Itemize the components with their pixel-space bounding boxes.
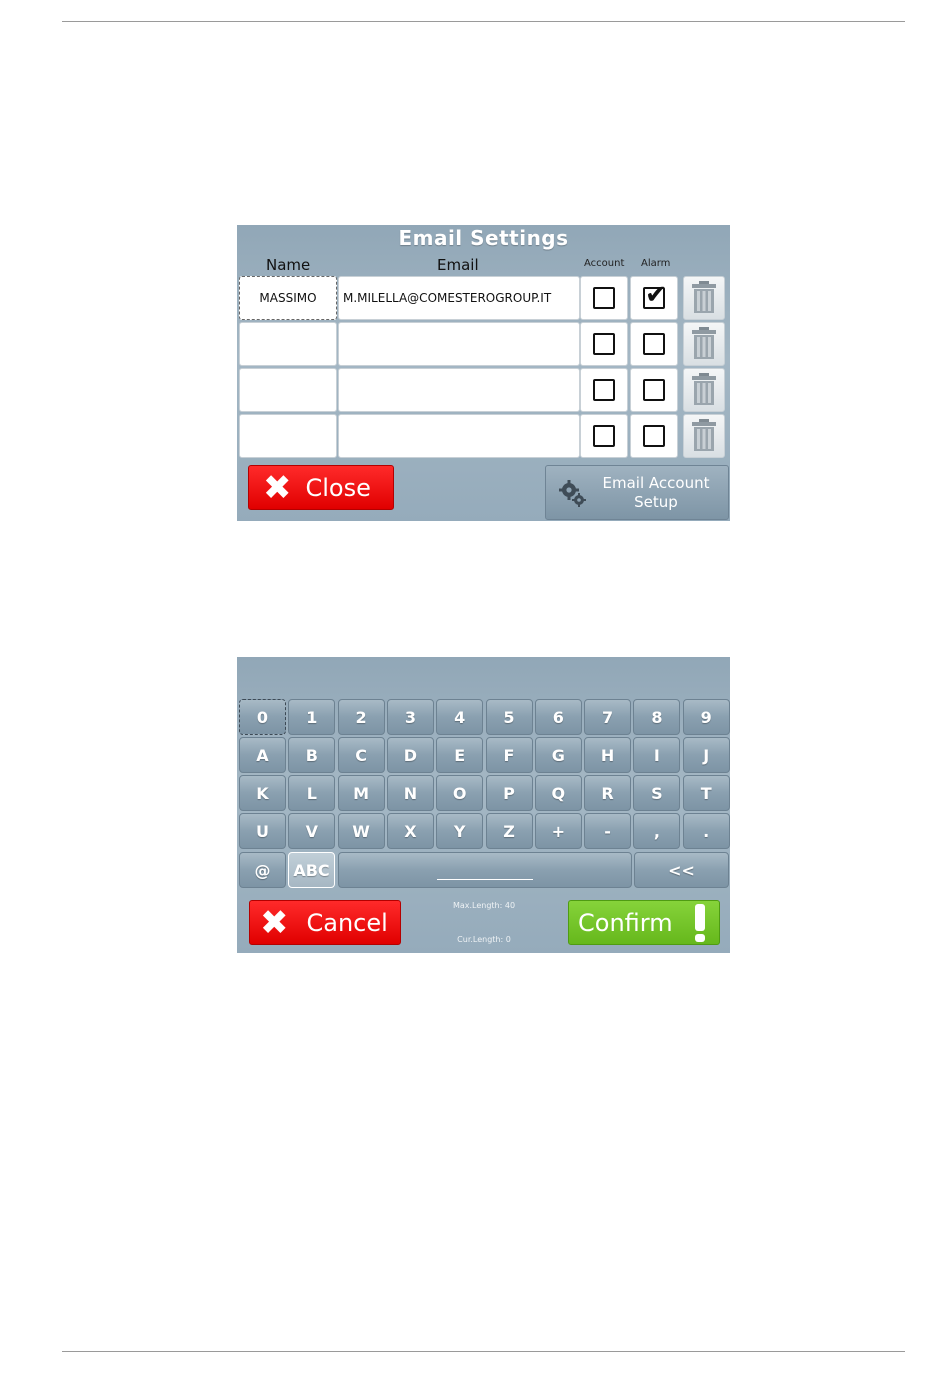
key[interactable]: 8 <box>633 699 680 735</box>
key[interactable]: , <box>633 813 680 849</box>
delete-row-button[interactable] <box>683 414 725 458</box>
alarm-checkbox-cell[interactable] <box>630 276 678 320</box>
account-checkbox[interactable] <box>593 287 615 309</box>
key[interactable]: J <box>683 737 730 773</box>
name-field[interactable] <box>239 414 337 458</box>
key[interactable]: R <box>584 775 631 811</box>
email-account-setup-button[interactable] <box>545 465 729 520</box>
key[interactable]: Y <box>436 813 483 849</box>
checkmark-icon: ✔ <box>645 280 667 310</box>
bottom-rule <box>62 1351 905 1352</box>
trash-icon <box>691 327 717 362</box>
account-checkbox[interactable] <box>593 379 615 401</box>
key[interactable]: V <box>288 813 335 849</box>
key[interactable]: 2 <box>338 699 385 735</box>
email-field[interactable] <box>338 414 580 458</box>
key[interactable]: N <box>387 775 434 811</box>
key[interactable]: Q <box>535 775 582 811</box>
confirm-button[interactable] <box>568 900 720 945</box>
alarm-checkbox[interactable] <box>643 379 665 401</box>
max-length-text: Max.Length: 40 <box>452 901 516 910</box>
top-rule <box>62 21 905 22</box>
close-button-label: Close <box>305 473 371 502</box>
alarm-checkbox[interactable] <box>643 425 665 447</box>
close-button[interactable] <box>248 465 394 510</box>
key[interactable]: F <box>486 737 533 773</box>
key[interactable]: B <box>288 737 335 773</box>
alarm-checkbox[interactable] <box>643 333 665 355</box>
trash-icon <box>691 419 717 454</box>
delete-row-button[interactable] <box>683 276 725 320</box>
alarm-checkbox-cell[interactable] <box>630 322 678 366</box>
name-field[interactable] <box>239 368 337 412</box>
trash-icon <box>691 373 717 408</box>
exclamation-icon <box>695 904 705 942</box>
account-checkbox[interactable] <box>593 425 615 447</box>
key[interactable]: C <box>338 737 385 773</box>
key[interactable]: D <box>387 737 434 773</box>
key[interactable]: W <box>338 813 385 849</box>
key[interactable]: 6 <box>535 699 582 735</box>
key-at[interactable]: @ <box>239 852 286 888</box>
key[interactable]: S <box>633 775 680 811</box>
key[interactable]: I <box>633 737 680 773</box>
account-checkbox-cell[interactable] <box>580 368 628 412</box>
column-header-email: Email <box>437 256 479 274</box>
key[interactable]: U <box>239 813 286 849</box>
cancel-button[interactable] <box>249 900 401 945</box>
email-field[interactable] <box>338 368 580 412</box>
alarm-checkbox-cell[interactable] <box>630 368 678 412</box>
key[interactable]: 0 <box>239 699 286 735</box>
key[interactable]: H <box>584 737 631 773</box>
account-checkbox-cell[interactable] <box>580 322 628 366</box>
keyboard-panel <box>237 657 730 953</box>
key[interactable]: X <box>387 813 434 849</box>
panel-title: Email Settings <box>398 226 569 250</box>
key[interactable]: L <box>288 775 335 811</box>
email-settings-panel <box>237 225 730 521</box>
account-checkbox-cell[interactable] <box>580 276 628 320</box>
alarm-checkbox-cell[interactable] <box>630 414 678 458</box>
cur-length-text: Cur.Length: 0 <box>457 935 511 944</box>
gears-icon <box>558 478 588 508</box>
key[interactable]: Z <box>486 813 533 849</box>
key[interactable]: K <box>239 775 286 811</box>
column-header-alarm: Alarm <box>641 258 671 269</box>
close-x-icon: ✖ <box>260 902 289 943</box>
key[interactable]: - <box>584 813 631 849</box>
name-field[interactable]: MASSIMO <box>239 276 337 320</box>
key[interactable]: 4 <box>436 699 483 735</box>
email-field[interactable]: M.MILELLA@COMESTEROGROUP.IT <box>338 276 580 320</box>
delete-row-button[interactable] <box>683 368 725 412</box>
key[interactable]: 3 <box>387 699 434 735</box>
trash-icon <box>691 281 717 316</box>
name-field[interactable] <box>239 322 337 366</box>
key-space[interactable] <box>338 852 632 888</box>
key[interactable]: O <box>436 775 483 811</box>
key[interactable]: M <box>338 775 385 811</box>
delete-row-button[interactable] <box>683 322 725 366</box>
key-abc[interactable]: ABC <box>288 852 335 888</box>
account-checkbox-cell[interactable] <box>580 414 628 458</box>
space-bar-line <box>437 879 533 880</box>
key-backspace[interactable]: << <box>634 852 729 888</box>
cancel-button-label: Cancel <box>306 908 388 937</box>
email-field[interactable] <box>338 322 580 366</box>
account-checkbox[interactable] <box>593 333 615 355</box>
close-x-icon: ✖ <box>263 467 292 508</box>
key[interactable]: 1 <box>288 699 335 735</box>
alarm-checkbox[interactable] <box>643 280 667 310</box>
key[interactable]: . <box>683 813 730 849</box>
confirm-button-label: Confirm <box>578 908 673 937</box>
key[interactable]: A <box>239 737 286 773</box>
key[interactable]: 5 <box>486 699 533 735</box>
setup-button-label: Email Account Setup <box>602 473 710 511</box>
key[interactable]: 9 <box>683 699 730 735</box>
column-header-account: Account <box>584 258 625 269</box>
column-header-name: Name <box>266 256 311 274</box>
key[interactable]: E <box>436 737 483 773</box>
key[interactable]: T <box>683 775 730 811</box>
key[interactable]: + <box>535 813 582 849</box>
key[interactable]: P <box>486 775 533 811</box>
key[interactable]: 7 <box>584 699 631 735</box>
key[interactable]: G <box>535 737 582 773</box>
